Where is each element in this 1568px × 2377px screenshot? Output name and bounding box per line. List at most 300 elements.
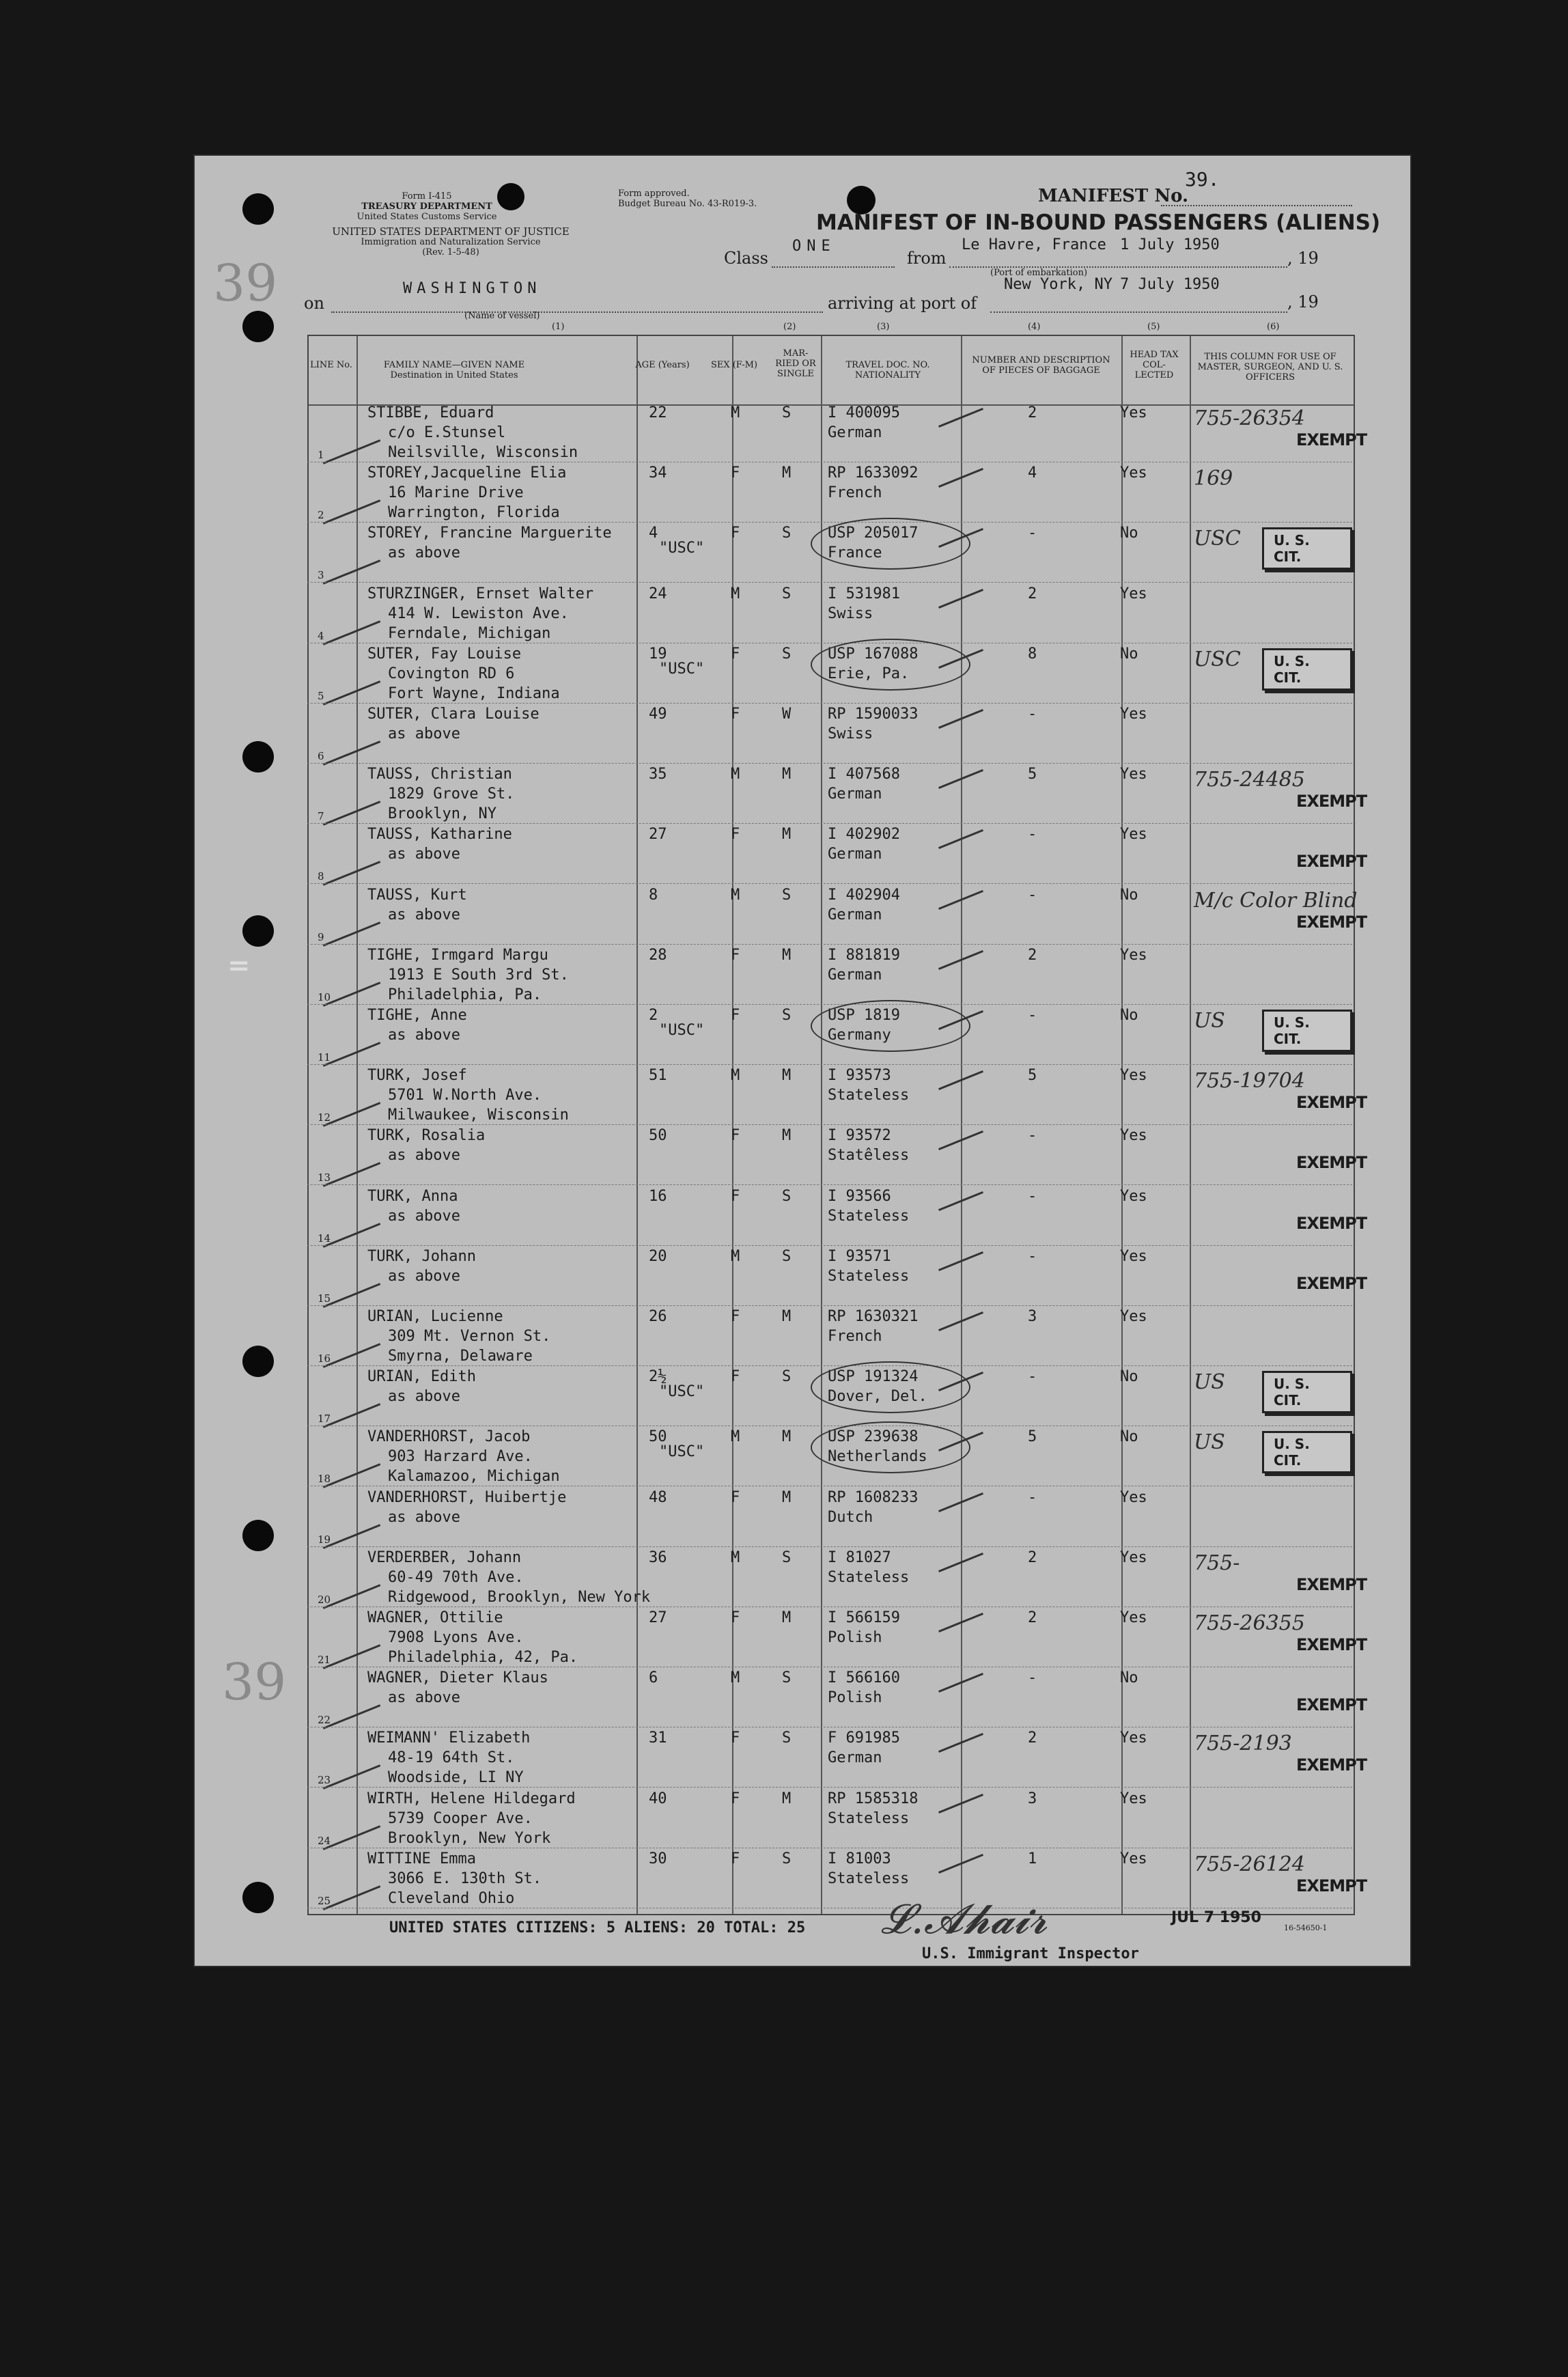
passenger-name: WAGNER, Ottilie [367, 1609, 503, 1626]
marital-status: S [782, 1850, 792, 1867]
row-divider [307, 1004, 1352, 1005]
passenger-sex: F [731, 947, 740, 964]
table-row [307, 1427, 1352, 1487]
passenger-city: Fort Wayne, Indiana [388, 685, 560, 702]
table-row [307, 1548, 1367, 1608]
passenger-sex: F [731, 1729, 740, 1747]
check-mark [323, 1644, 381, 1669]
nationality: Statêless [828, 1147, 910, 1164]
passenger-sex: M [731, 1248, 740, 1265]
passenger-sex: F [731, 706, 740, 723]
nationality: Stateless [828, 1087, 910, 1104]
passenger-name: VANDERHORST, Jacob [367, 1428, 531, 1445]
passenger-age: 16 [649, 1188, 667, 1205]
table-row [307, 1789, 1352, 1849]
check-mark [323, 1584, 381, 1609]
nationality: German [828, 906, 882, 923]
col-header-head-tax: HEAD TAX COL-LECTED [1130, 350, 1179, 380]
line-number: 10 [318, 991, 331, 1003]
arrival-port: New York, NY [1004, 276, 1112, 293]
travel-document: I 400095 [828, 404, 900, 421]
passenger-age: 35 [649, 766, 667, 783]
passenger-address: Covington RD 6 [388, 665, 515, 682]
exempt-stamp: EXEMPT [1296, 913, 1367, 932]
baggage-count: 5 [1028, 1428, 1037, 1445]
check-mark [323, 801, 381, 825]
nationality: Polish [828, 1629, 882, 1646]
baggage-count: 2 [1028, 1549, 1037, 1566]
table-row [307, 403, 1367, 463]
exempt-stamp: EXEMPT [1296, 1274, 1367, 1293]
head-tax: No [1120, 1368, 1138, 1385]
line-number: 24 [318, 1835, 331, 1847]
check-mark [323, 1704, 381, 1729]
row-divider [307, 582, 1352, 583]
baggage-count: 2 [1028, 1729, 1037, 1747]
officer-note: 755-26355 [1194, 1611, 1305, 1635]
passenger-sex: F [731, 645, 740, 663]
usc-note: "USC" [659, 1022, 705, 1039]
passenger-age: 48 [649, 1489, 667, 1506]
exempt-stamp: EXEMPT [1296, 1093, 1367, 1112]
passenger-address: 48-19 64th St. [388, 1749, 515, 1766]
head-tax: No [1120, 887, 1138, 904]
travel-document: I 93573 [828, 1067, 891, 1084]
date-stamp: JUL 7 1950 [1171, 1909, 1261, 1926]
row-divider [307, 763, 1352, 764]
marital-status: S [782, 1007, 792, 1024]
passenger-name: URIAN, Lucienne [367, 1308, 503, 1325]
travel-document: I 566160 [828, 1669, 900, 1686]
row-divider [307, 1064, 1352, 1065]
head-tax: Yes [1120, 404, 1147, 421]
baggage-count: 3 [1028, 1790, 1037, 1807]
line-number: 3 [318, 569, 324, 581]
passenger-name: TAUSS, Christian [367, 766, 512, 783]
baggage-count: - [1028, 1248, 1037, 1265]
line-number: 4 [318, 630, 324, 642]
travel-document: RP 1585318 [828, 1790, 919, 1807]
passenger-address: as above [388, 1268, 460, 1285]
us-citizen-stamp: U. S. CIT. [1262, 1371, 1352, 1413]
travel-document: USP 191324 [828, 1368, 919, 1385]
head-tax: Yes [1120, 1729, 1147, 1747]
nationality: German [828, 424, 882, 441]
baggage-count: 2 [1028, 404, 1037, 421]
row-divider [307, 1546, 1352, 1547]
col-header-married: MAR-RIED OR SINGLE [775, 348, 816, 379]
baggage-count: - [1028, 1368, 1037, 1385]
check-mark [323, 1102, 381, 1126]
us-citizen-stamp: U. S. CIT. [1262, 527, 1352, 570]
marital-status: M [782, 1489, 792, 1506]
row-divider [307, 1787, 1352, 1788]
marital-status: M [782, 1790, 792, 1807]
baggage-count: - [1028, 826, 1037, 843]
travel-document: RP 1608233 [828, 1489, 919, 1506]
col-number-4: (4) [1028, 322, 1041, 332]
form-number: Form I-415 [402, 191, 452, 201]
check-mark [323, 499, 381, 524]
travel-document: I 93571 [828, 1248, 891, 1265]
check-mark [323, 1343, 381, 1367]
head-tax: Yes [1120, 1609, 1147, 1626]
passenger-address: 1829 Grove St. [388, 786, 515, 803]
passenger-age: 27 [649, 1609, 667, 1626]
line-number: 19 [318, 1533, 331, 1546]
check-mark [938, 1130, 983, 1150]
passenger-sex: M [731, 766, 740, 783]
table-row [307, 1668, 1367, 1728]
row-divider [307, 1184, 1352, 1185]
marital-status: S [782, 1188, 792, 1205]
nationality: Dover, Del. [828, 1388, 927, 1405]
head-tax: Yes [1120, 947, 1147, 964]
col-number-6: (6) [1267, 322, 1280, 332]
nationality: Stateless [828, 1208, 910, 1225]
line-number: 11 [318, 1051, 331, 1064]
baggage-count: 2 [1028, 1609, 1037, 1626]
check-mark [938, 1673, 983, 1693]
passenger-age: 2 [649, 1007, 658, 1024]
exempt-stamp: EXEMPT [1296, 1635, 1367, 1654]
table-row [307, 1126, 1367, 1186]
on-label: on [304, 294, 324, 313]
passenger-name: VERDERBER, Johann [367, 1549, 522, 1566]
head-tax: Yes [1120, 1127, 1147, 1144]
check-mark [938, 1854, 983, 1874]
marital-status: S [782, 645, 792, 663]
col-header-name: FAMILY NAME—GIVEN NAME Destination in United States [383, 360, 525, 380]
table-row [307, 1307, 1352, 1367]
passenger-address: 5739 Cooper Ave. [388, 1810, 533, 1827]
marital-status: M [782, 1067, 792, 1084]
check-mark [938, 890, 983, 910]
form-approved: Form approved. [618, 189, 690, 199]
baggage-count: 4 [1028, 464, 1037, 482]
passenger-sex: M [731, 1549, 740, 1566]
head-tax: Yes [1120, 464, 1147, 482]
marital-status: S [782, 1549, 792, 1566]
check-mark [938, 1070, 983, 1090]
table-row [307, 1367, 1352, 1427]
row-divider [307, 944, 1352, 945]
officer-note: US [1194, 1009, 1225, 1033]
check-mark [323, 620, 381, 645]
head-tax: Yes [1120, 1308, 1147, 1325]
marital-status: S [782, 1368, 792, 1385]
passenger-name: TURK, Johann [367, 1248, 476, 1265]
table-row [307, 945, 1352, 1005]
passenger-city: Brooklyn, New York [388, 1830, 551, 1847]
arriving-label: arriving at port of [828, 294, 977, 313]
nationality: Dutch [828, 1509, 873, 1526]
baggage-count: - [1028, 525, 1037, 542]
head-tax: Yes [1120, 1067, 1147, 1084]
passenger-address: as above [388, 1147, 460, 1164]
us-citizen-stamp: U. S. CIT. [1262, 648, 1352, 691]
manifest-number: 39. [1185, 168, 1220, 191]
from-port: Le Havre, France [962, 236, 1106, 253]
marital-status: S [782, 1729, 792, 1747]
nationality: Netherlands [828, 1448, 927, 1465]
passenger-age: 24 [649, 585, 667, 602]
margin-number-bottom: 39 [222, 1653, 287, 1712]
passenger-age: 20 [649, 1248, 667, 1265]
passenger-name: TURK, Rosalia [367, 1127, 486, 1144]
passenger-age: 34 [649, 464, 667, 482]
row-divider [307, 1124, 1352, 1125]
baggage-count: - [1028, 1007, 1037, 1024]
marital-status: M [782, 1428, 792, 1445]
exempt-stamp: EXEMPT [1296, 792, 1367, 811]
passenger-sex: F [731, 1850, 740, 1867]
travel-document: RP 1633092 [828, 464, 919, 482]
travel-document: I 566159 [828, 1609, 900, 1626]
check-mark [938, 1492, 983, 1512]
passenger-sex: F [731, 1127, 740, 1144]
passenger-age: 31 [649, 1729, 667, 1747]
head-tax: Yes [1120, 706, 1147, 723]
head-tax: Yes [1120, 1489, 1147, 1506]
passenger-name: URIAN, Edith [367, 1368, 476, 1385]
line-number: 6 [318, 750, 324, 762]
passenger-name: STOREY, Francine Marguerite [367, 525, 612, 542]
baggage-count: 5 [1028, 766, 1037, 783]
line-number: 8 [318, 870, 324, 882]
travel-document: I 93572 [828, 1127, 891, 1144]
check-mark [938, 709, 983, 729]
check-mark [938, 1311, 983, 1331]
travel-document: USP 205017 [828, 525, 919, 542]
officer-note: US [1194, 1430, 1225, 1454]
passenger-name: TIGHE, Irmgard Margu [367, 947, 548, 964]
passenger-age: 26 [649, 1308, 667, 1325]
exempt-stamp: EXEMPT [1296, 1695, 1367, 1714]
passenger-age: 49 [649, 706, 667, 723]
passenger-city: Brooklyn, NY [388, 805, 496, 822]
exempt-stamp: EXEMPT [1296, 1755, 1367, 1775]
head-tax: No [1120, 525, 1138, 542]
check-mark [323, 1283, 381, 1307]
officer-note: 169 [1194, 467, 1233, 490]
passenger-address: 60-49 70th Ave. [388, 1569, 524, 1586]
line-number: 23 [318, 1774, 331, 1786]
check-mark [323, 921, 381, 946]
passenger-sex: M [731, 1067, 740, 1084]
passenger-address: as above [388, 906, 460, 923]
usc-note: "USC" [659, 540, 705, 557]
marital-status: M [782, 947, 792, 964]
passenger-address: as above [388, 1027, 460, 1044]
passenger-name: TAUSS, Katharine [367, 826, 512, 843]
from-date: 1 July 1950 [1120, 236, 1220, 253]
nationality: Stateless [828, 1569, 910, 1586]
check-mark [323, 982, 381, 1006]
passenger-address: 309 Mt. Vernon St. [388, 1328, 551, 1345]
passenger-name: STOREY,Jacqueline Elia [367, 464, 567, 482]
row-divider [307, 1365, 1352, 1366]
nationality: Stateless [828, 1810, 910, 1827]
nationality: Polish [828, 1689, 882, 1706]
passenger-sex: M [731, 585, 740, 602]
travel-document: USP 1819 [828, 1007, 900, 1024]
passenger-name: TIGHE, Anne [367, 1007, 467, 1024]
passenger-sex: M [731, 404, 740, 421]
passenger-address: 5701 W.North Ave. [388, 1087, 542, 1104]
baggage-count: - [1028, 706, 1037, 723]
year-suffix-1: , 19 [1287, 249, 1319, 268]
marital-status: M [782, 766, 792, 783]
baggage-count: 2 [1028, 585, 1037, 602]
check-mark [323, 1403, 381, 1428]
passenger-city: Cleveland Ohio [388, 1890, 515, 1907]
passenger-sex: F [731, 1308, 740, 1325]
passenger-age: 19 [649, 645, 667, 663]
passenger-name: TAUSS, Kurt [367, 887, 467, 904]
marital-status: M [782, 1308, 792, 1325]
table-row [307, 584, 1352, 644]
nationality: Germany [828, 1027, 891, 1044]
table-row [307, 523, 1352, 583]
head-tax: No [1120, 645, 1138, 663]
passenger-name: TURK, Josef [367, 1067, 467, 1084]
passenger-address: as above [388, 1509, 460, 1526]
passenger-city: Ridgewood, Brooklyn, New York [388, 1589, 651, 1606]
passenger-sex: M [731, 1669, 740, 1686]
baggage-count: 8 [1028, 645, 1037, 663]
passenger-sex: F [731, 1007, 740, 1024]
check-mark [938, 829, 983, 849]
head-tax: Yes [1120, 1790, 1147, 1807]
form-revision: (Rev. 1-5-48) [422, 247, 479, 258]
manifest-no-label: MANIFEST No. [1038, 186, 1189, 206]
customs-service: United States Customs Service [356, 212, 497, 222]
manifest-title: MANIFEST OF IN-BOUND PASSENGERS (ALIENS) [816, 210, 1381, 235]
officer-note: US [1194, 1370, 1225, 1394]
nationality: German [828, 786, 882, 803]
check-mark [323, 1223, 381, 1247]
travel-document: RP 1590033 [828, 706, 919, 723]
passenger-name: WITTINE Emma [367, 1850, 476, 1867]
line-number: 12 [318, 1111, 331, 1124]
travel-document: USP 239638 [828, 1428, 919, 1445]
passenger-age: 50 [649, 1127, 667, 1144]
col-number-2: (2) [783, 322, 796, 332]
passenger-age: 2½ [649, 1368, 667, 1385]
arrival-date: 7 July 1950 [1120, 276, 1220, 293]
head-tax: Yes [1120, 1850, 1147, 1867]
line-number: 13 [318, 1171, 331, 1184]
table-row [307, 463, 1352, 523]
check-mark [323, 1463, 381, 1488]
table-row [307, 1066, 1367, 1126]
travel-document: I 407568 [828, 766, 900, 783]
passenger-sex: F [731, 525, 740, 542]
passenger-name: WAGNER, Dieter Klaus [367, 1669, 548, 1686]
col-number-5: (5) [1147, 322, 1160, 332]
check-mark [323, 1162, 381, 1186]
passenger-age: 50 [649, 1428, 667, 1445]
passenger-city: Philadelphia, Pa. [388, 986, 542, 1003]
inspector-signature: 𝓛.𝓐𝓱𝓪𝓲𝓻 [881, 1895, 1048, 1943]
passenger-sex: F [731, 1489, 740, 1506]
totals-line: UNITED STATES CITIZENS: 5 ALIENS: 20 TOTAL: 25 [389, 1919, 806, 1936]
margin-equals-mark: = [227, 949, 251, 982]
col-header-line: LINE No. [310, 360, 352, 370]
table-row [307, 1005, 1352, 1066]
passenger-age: 36 [649, 1549, 667, 1566]
officer-note: 755-2193 [1194, 1732, 1292, 1755]
doj-heading: UNITED STATES DEPARTMENT OF JUSTICE [332, 225, 570, 238]
exempt-stamp: EXEMPT [1296, 852, 1367, 871]
marital-status: M [782, 826, 792, 843]
officer-note: 755-26124 [1194, 1852, 1305, 1876]
check-mark [938, 589, 983, 609]
officer-note: 755- [1194, 1551, 1240, 1575]
check-mark [323, 1885, 381, 1910]
passenger-address: as above [388, 846, 460, 863]
baggage-count: - [1028, 1188, 1037, 1205]
passenger-address: 16 Marine Drive [388, 484, 524, 501]
marital-status: M [782, 1127, 792, 1144]
col-header-officers: THIS COLUMN FOR USE OF MASTER, SURGEON, AND U. S. OFFICERS [1197, 352, 1343, 383]
marital-status: M [782, 464, 792, 482]
check-mark [938, 1191, 983, 1211]
table-row [307, 704, 1352, 764]
passenger-name: TURK, Anna [367, 1188, 458, 1205]
check-mark [323, 861, 381, 885]
marital-status: S [782, 1669, 792, 1686]
travel-document: I 93566 [828, 1188, 891, 1205]
travel-document: I 881819 [828, 947, 900, 964]
check-mark [323, 559, 381, 584]
passenger-city: Milwaukee, Wisconsin [388, 1107, 569, 1124]
passenger-sex: F [731, 1368, 740, 1385]
line-number: 9 [318, 931, 324, 943]
head-tax: Yes [1120, 826, 1147, 843]
table-row [307, 1849, 1367, 1909]
vessel-name: WASHINGTON [403, 280, 542, 297]
line-number: 5 [318, 690, 324, 702]
table-row [307, 644, 1352, 704]
check-mark [938, 1733, 983, 1753]
check-mark [938, 950, 983, 970]
usc-note: "USC" [659, 661, 705, 678]
nationality: French [828, 484, 882, 501]
travel-document: USP 167088 [828, 645, 919, 663]
nationality: Swiss [828, 605, 873, 622]
passenger-sex: F [731, 826, 740, 843]
passenger-name: SUTER, Fay Louise [367, 645, 522, 663]
head-tax: Yes [1120, 766, 1147, 783]
officer-note: 755-24485 [1194, 768, 1305, 792]
line-number: 15 [318, 1292, 331, 1305]
check-mark [323, 1764, 381, 1789]
check-mark [323, 740, 381, 765]
check-mark [938, 1794, 983, 1813]
passenger-name: VANDERHORST, Huibertje [367, 1489, 567, 1506]
budget-bureau: Budget Bureau No. 43-R019-3. [618, 199, 757, 209]
check-mark [323, 1042, 381, 1066]
passenger-address: c/o E.Stunsel [388, 424, 506, 441]
nationality: France [828, 544, 882, 561]
vessel-caption: (Name of vessel) [464, 311, 540, 321]
passenger-age: 40 [649, 1790, 667, 1807]
passenger-age: 22 [649, 404, 667, 421]
col-header-baggage: NUMBER AND DESCRIPTION OF PIECES OF BAGGAGE [972, 355, 1110, 376]
baggage-count: - [1028, 1489, 1037, 1506]
